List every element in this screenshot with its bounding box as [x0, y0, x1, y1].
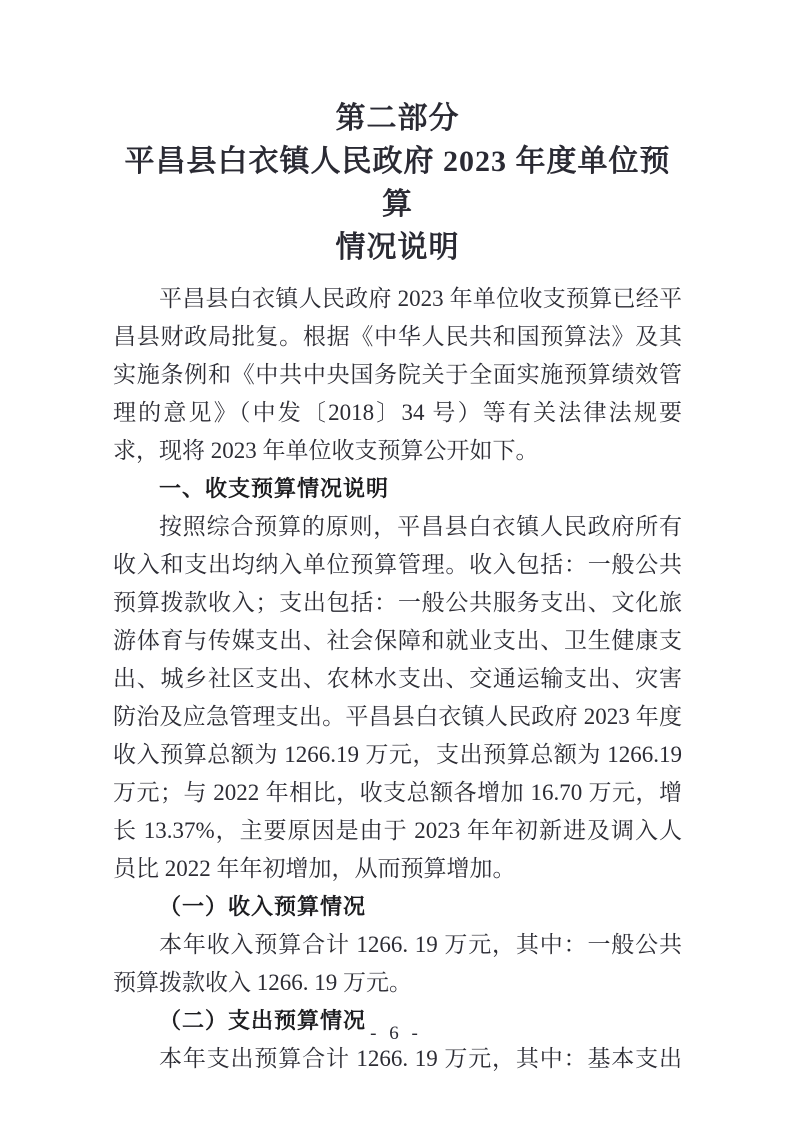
document-content	[113, 97, 682, 1078]
intro-paragraph: 平昌县白衣镇人民政府 2023 年单位收支预算已经平昌县财政局批复。根据《中华人民共和国预算法》及其实施条例和《中共中央国务院关于全面实施预算绩效管理的意见》（中发〔2018〕34 号）等有关法律法规要求，现将 2023 年单位收支预算公开如下。	[113, 286, 682, 463]
section-heading-budget-overview: 一、收支预算情况说明	[159, 476, 390, 501]
doc-title-main: 平昌县白衣镇人民政府 2023 年度单位预算	[124, 145, 671, 221]
subsection-paragraph-expense: 本年支出预算合计 1266. 19 万元，其中：基本支出	[159, 1046, 682, 1071]
doc-title	[113, 97, 682, 269]
subsection-heading-expense: （二）支出预算情况	[159, 1008, 367, 1033]
subsection-paragraph-income: 本年收入预算合计 1266. 19 万元，其中：一般公共预算拨款收入 1266. 19 万元。	[113, 932, 682, 995]
document-body	[113, 280, 682, 1078]
doc-title-sub: 情况说明	[335, 231, 460, 264]
page-number: - 6 -	[370, 1023, 422, 1044]
subsection-heading-income: （一）收入预算情况	[159, 894, 367, 919]
doc-title-part: 第二部分	[335, 102, 460, 135]
section-paragraph-budget-overview: 按照综合预算的原则，平昌县白衣镇人民政府所有收入和支出均纳入单位预算管理。收入包括：一般公共预算拨款收入；支出包括：一般公共服务支出、文化旅游体育与传媒支出、社会保障和就业支出、卫生健康支出、城乡社区支出、农林水支出、交通运输支出、灾害防治及应急管理支出。平昌县白衣镇人民政府 2023 年度收入预算总额为 1266.19 万元，支出预算总额为 1266.19 万元；与 2022 年相比，收支总额各增加 16.70 万元，增长 13.37%，主要原因是由于 2023 年年初新进及调入人员比 2022 年年初增加，从而预算增加。	[113, 514, 682, 881]
